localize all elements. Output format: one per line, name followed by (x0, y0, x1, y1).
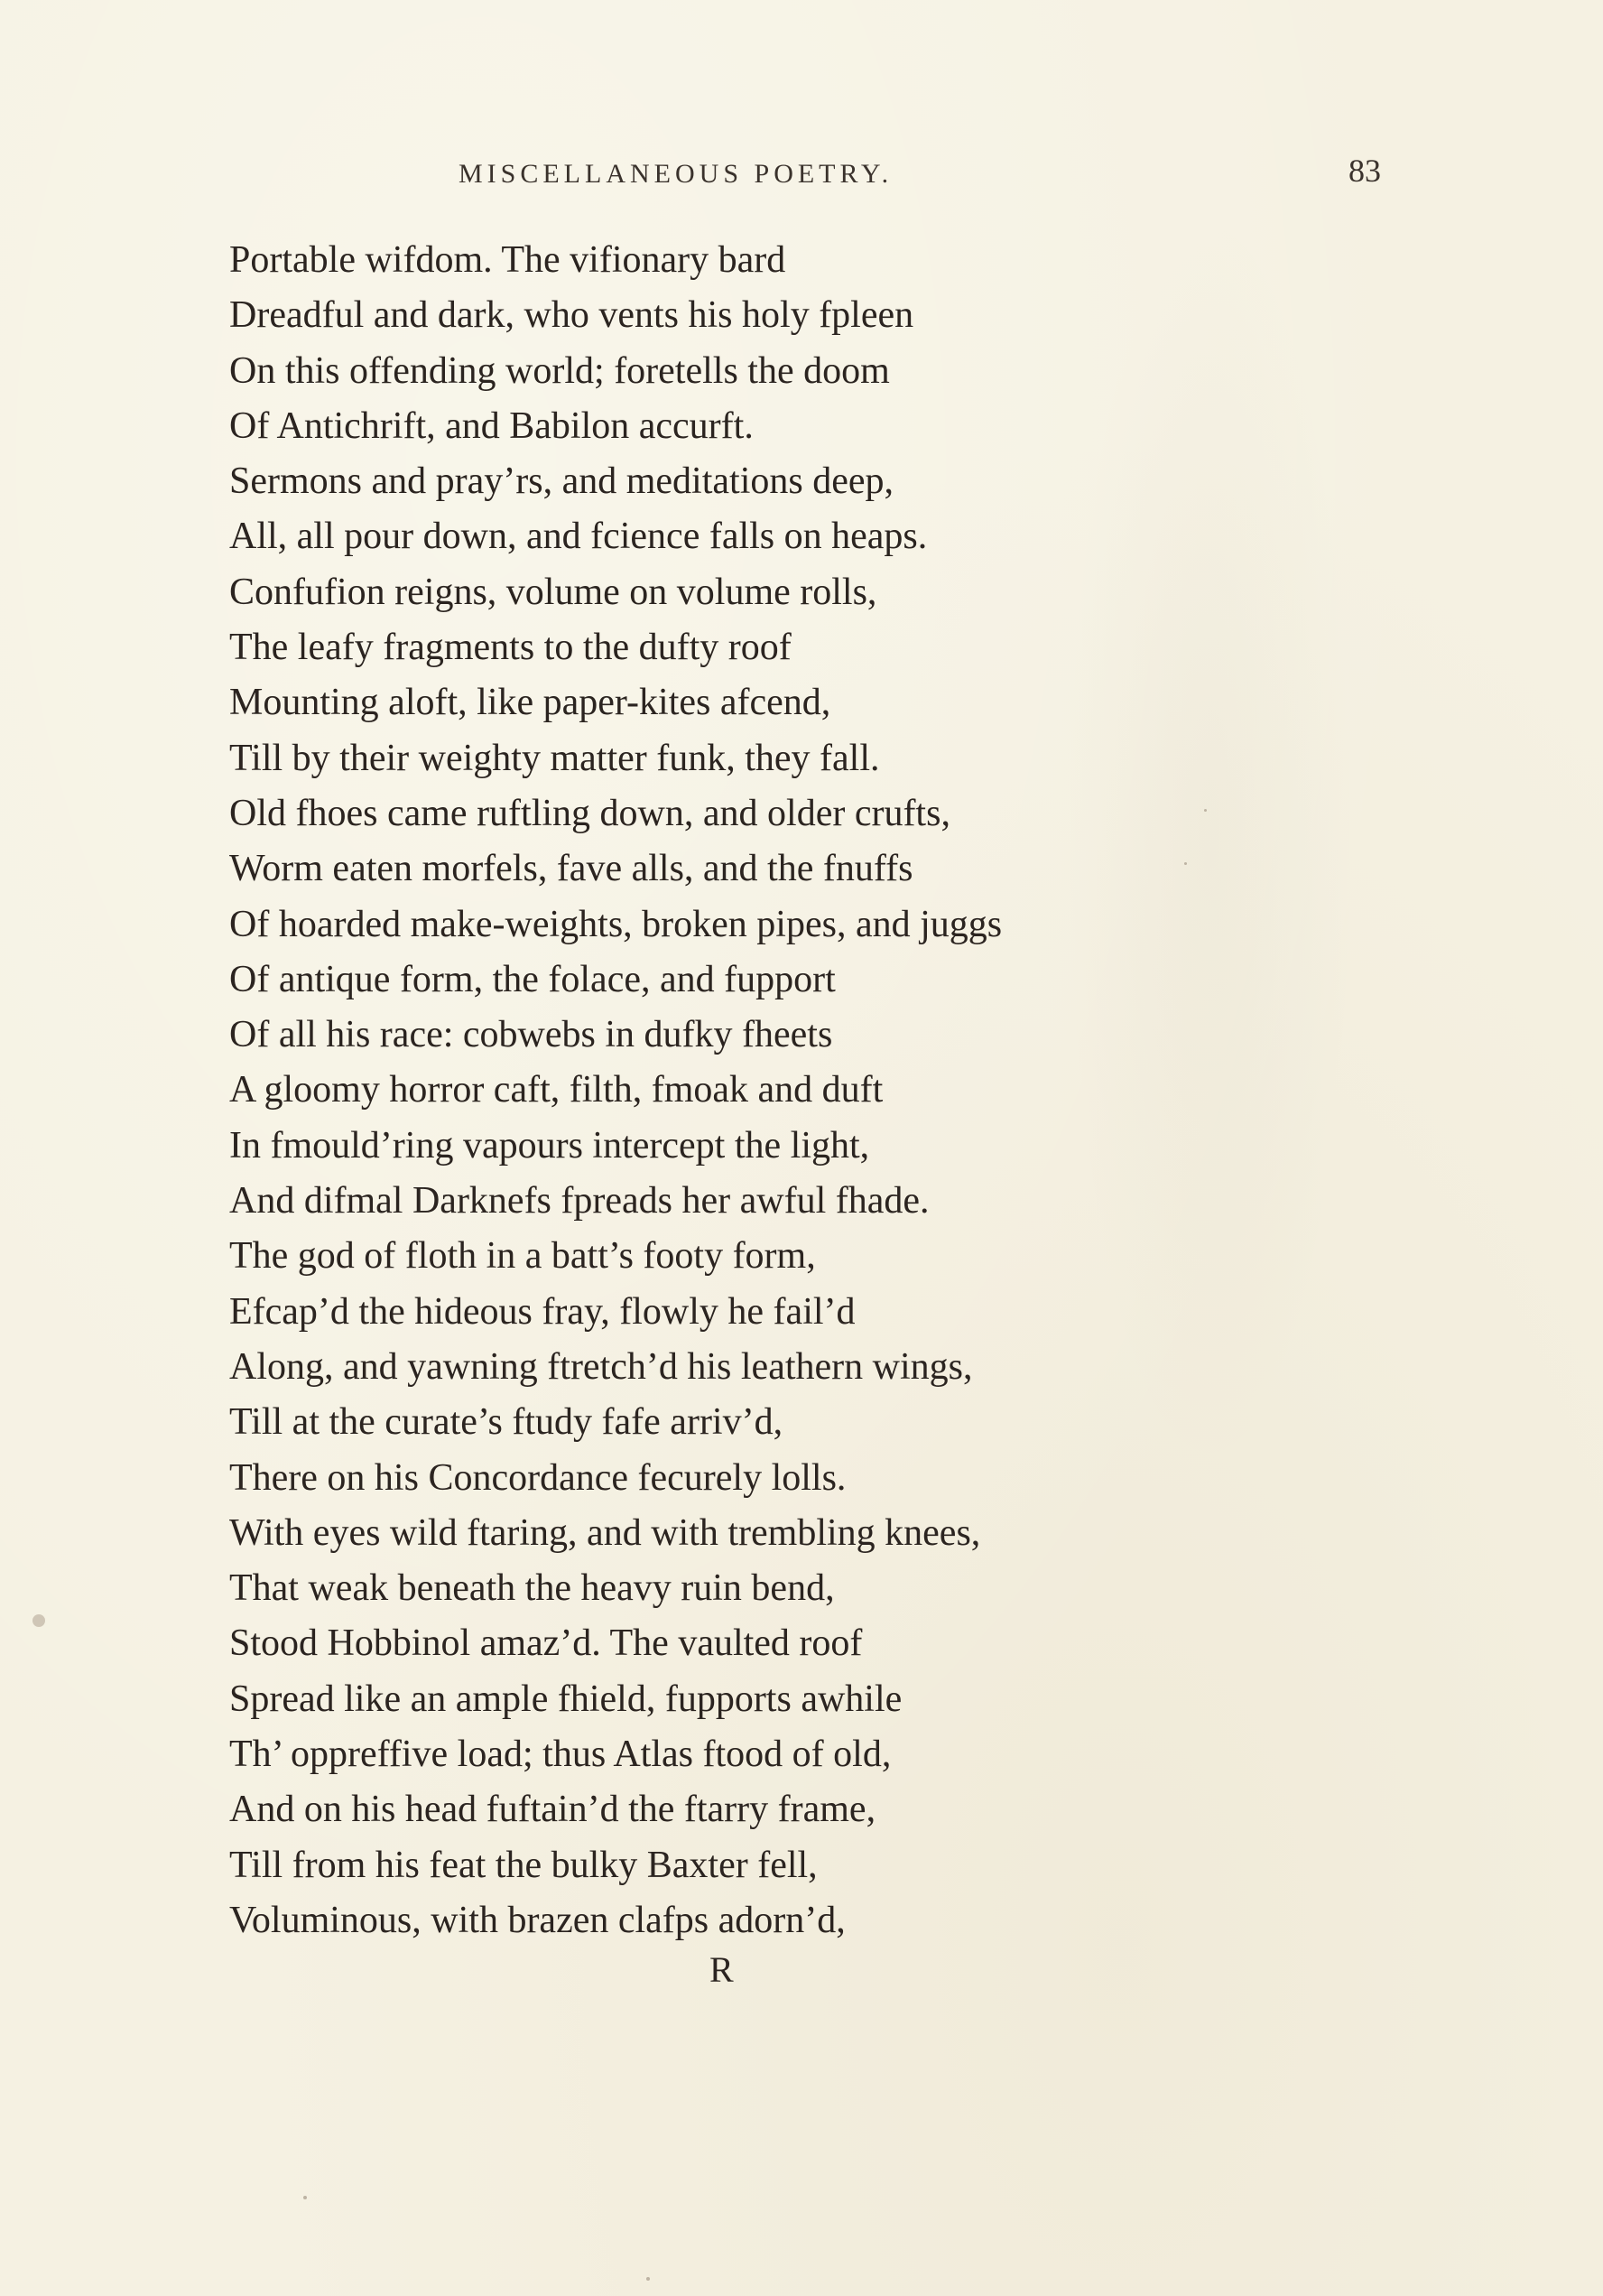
catchword: R (709, 1949, 734, 1990)
poem-line: And on his head fuftain’d the ftarry frame, (229, 1789, 876, 1831)
poem-line: Spread like an ample fhield, fupports awhile (229, 1678, 903, 1720)
poem-line: Of antique form, the folace, and fupport (229, 958, 836, 1000)
paper-speck (303, 2196, 307, 2199)
poem-line: On this offending world; foretells the doom (229, 349, 890, 392)
poem-line: There on his Concordance fecurely lolls. (229, 1456, 847, 1499)
poem-line: Till by their weighty matter funk, they fall. (229, 737, 880, 779)
poem-line: With eyes wild ftaring, and with trembling knees, (229, 1511, 981, 1554)
poem-line: Stood Hobbinol amaz’d. The vaulted roof (229, 1622, 863, 1665)
poem-line: Dreadful and dark, who vents his holy fpleen (229, 294, 914, 337)
poem-line: All, all pour down, and fcience falls on heaps. (229, 516, 928, 558)
poem-line: Sermons and pray’rs, and meditations deep, (229, 460, 894, 503)
poem-line: The leafy fragments to the dufty roof (229, 627, 792, 669)
running-title: MISCELLANEOUS POETRY. (459, 159, 894, 189)
poem-line: Till at the curate’s ftudy fafe arriv’d, (229, 1401, 783, 1444)
paper-speck (1204, 809, 1207, 812)
poem-line: That weak beneath the heavy ruin bend, (229, 1567, 835, 1610)
poem-line: Along, and yawning ftretch’d his leathern wings, (229, 1345, 973, 1388)
poem-line: Confufion reigns, volume on volume rolls, (229, 571, 877, 613)
poem-text (229, 233, 1403, 1948)
paper-speck (32, 1614, 45, 1627)
poem-line: The god of floth in a batt’s footy form, (229, 1235, 816, 1278)
page-number: 83 (1348, 153, 1381, 189)
poem-line: Of Antichrift, and Babilon accurft. (229, 404, 754, 447)
poem-line: Worm eaten morfels, fave alls, and the fnuffs (229, 848, 913, 890)
poem-line: And difmal Darknefs fpreads her awful fhade. (229, 1180, 930, 1222)
poem-line: Mounting aloft, like paper-kites afcend, (229, 682, 831, 724)
paper-speck (1184, 862, 1187, 865)
poem-line: Efcap’d the hideous fray, flowly he fail’d (229, 1290, 856, 1333)
paper-speck (646, 2277, 650, 2281)
poem-line: Of hoarded make-weights, broken pipes, and juggs (229, 903, 1003, 945)
poem-line: Till from his feat the bulky Baxter fell, (229, 1844, 818, 1886)
poem-line: Voluminous, with brazen clafps adorn’d, (229, 1899, 846, 1941)
poem-line: A gloomy horror caft, filth, fmoak and duft (229, 1069, 884, 1111)
poem-line: In fmould’ring vapours intercept the light, (229, 1124, 870, 1167)
poem-line: Th’ oppreffive load; thus Atlas ftood of old, (229, 1734, 892, 1776)
poem-line: Old fhoes came ruftling down, and older crufts, (229, 792, 950, 834)
poem-line: Portable wifdom. The vifionary bard (229, 239, 786, 281)
poem-line: Of all his race: cobwebs in dufky fheets (229, 1014, 833, 1056)
